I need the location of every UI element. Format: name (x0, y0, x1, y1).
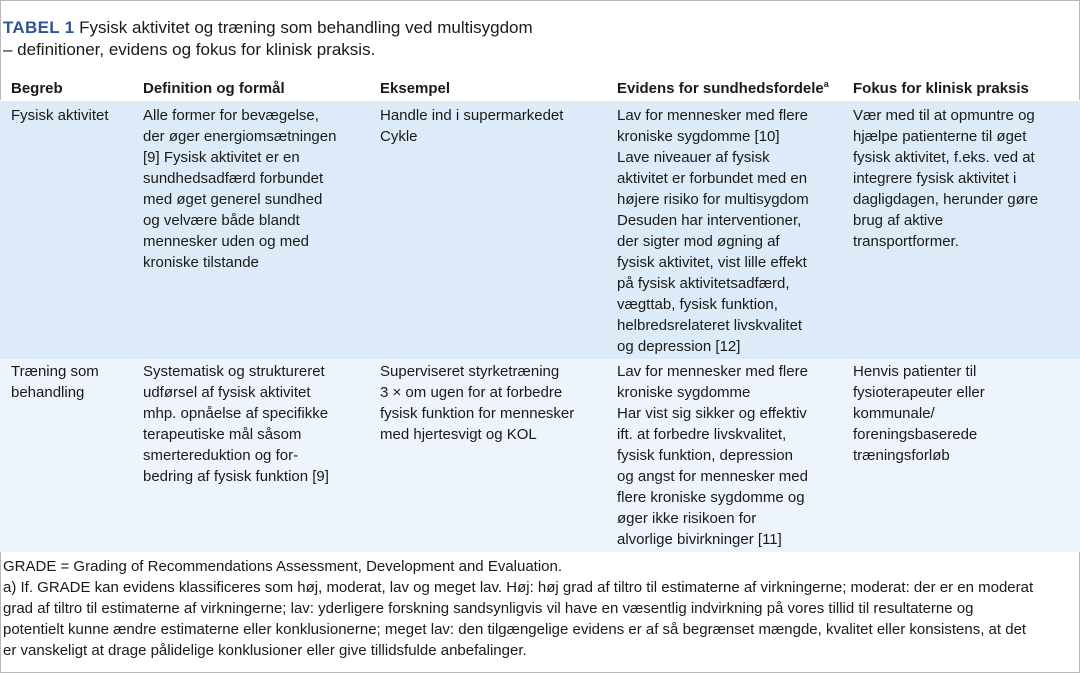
cell-eksempel (380, 101, 617, 360)
text-line: Træning som (11, 363, 99, 380)
text-line: Vær med til at opmuntre og (853, 107, 1035, 124)
header-eksempel: Eksempel (380, 76, 617, 101)
footnotes (3, 556, 1075, 661)
text-line: Lav for mennesker med flere (617, 107, 808, 124)
text-line: bedring af fysisk funktion [9] (143, 468, 329, 485)
text-line: Cykle (380, 128, 418, 145)
text-line: udførsel af fysisk aktivitet (143, 384, 311, 401)
text-line: er vanskeligt at drage pålidelige konklusioner eller give tillidsfulde anbefalinger. (3, 642, 527, 659)
text-line: [9] Fysisk aktivitet er en (143, 149, 300, 166)
text-line: aktivitet er forbundet med en (617, 170, 808, 187)
footnote-grade: GRADE = Grading of Recommendations Assessment, Development and Evaluation. (3, 558, 563, 575)
cell-begreb (0, 101, 143, 360)
text-line: kroniske tilstande (143, 254, 259, 271)
text-line: fysisk aktivitet, vist lille effekt (617, 254, 807, 271)
cell-evidens (617, 359, 853, 552)
cell-fokus (853, 101, 1080, 360)
text-line: 3 × om ugen for at forbedre (380, 384, 563, 401)
text-line: træningsforløb (853, 447, 950, 464)
text-line: på fysisk aktivitetsadfærd, (617, 275, 790, 292)
text-line: hjælpe patienterne til øget (853, 128, 1027, 145)
cell-definition (143, 359, 380, 552)
text-line: grad af tiltro til estimaterne af virkningerne; lav: yderligere forskning sandsynligvis vil have en væsentlig indvirkning på vores tillid til resultaterne og (3, 600, 974, 617)
text-line: behandling (11, 384, 85, 401)
header-evidens (617, 76, 853, 101)
text-line: Alle former for bevægelse, (143, 107, 319, 124)
text-line: Lav for mennesker med flere (617, 363, 808, 380)
text-line: integrere fysisk aktivitet i (853, 170, 1017, 187)
table-row (0, 359, 1080, 552)
text-line: potentielt kunne ændre estimaterne eller konklusionerne; meget lav: den tilgængelige evidens er af så begrænset mængde, kvalitet eller konsistens, at det (3, 621, 1027, 638)
table-label: TABEL 1 (3, 18, 75, 37)
text-line: og depression [12] (617, 338, 741, 355)
text-line: flere kroniske sygdomme og (617, 489, 805, 506)
text-line: Superviseret styrketræning (380, 363, 560, 380)
data-table (0, 76, 1080, 552)
text-line: smertereduktion og for- (143, 447, 299, 464)
table-row (0, 101, 1080, 360)
cell-eksempel (380, 359, 617, 552)
text-line: Har vist sig sikker og effektiv (617, 405, 807, 422)
text-line: med hjertesvigt og KOL (380, 426, 537, 443)
text-line: der sigter mod øgning af (617, 233, 780, 250)
cell-fokus (853, 359, 1080, 552)
text-line: og velvære både blandt (143, 212, 300, 229)
text-line: terapeutiske mål såsom (143, 426, 302, 443)
header-evidens-label: Evidens for sundhedsfordele (617, 79, 824, 97)
text-line: fysisk funktion, depression (617, 447, 793, 464)
text-line: der øger energiomsætningen (143, 128, 337, 145)
footnote-marker: a (823, 78, 829, 89)
caption-line-1: Fysisk aktivitet og træning som behandling ved multisygdom (79, 18, 533, 37)
footnote-a (3, 577, 1075, 661)
header-definition: Definition og formål (143, 76, 380, 101)
header-fokus: Fokus for klinisk praksis (853, 76, 1080, 101)
text-line: Systematisk og struktureret (143, 363, 325, 380)
text-line: dagligdagen, herunder gøre (853, 191, 1039, 208)
text-line: Lave niveauer af fysisk (617, 149, 770, 166)
text-line: brug af aktive (853, 212, 944, 229)
text-line: kroniske sygdomme [10] (617, 128, 780, 145)
text-line: alvorlige bivirkninger [11] (617, 531, 782, 548)
header-begreb: Begreb (0, 76, 143, 101)
caption-line-2: – definitioner, evidens og fokus for klinisk praksis. (3, 40, 376, 59)
cell-begreb (0, 359, 143, 552)
text-line: Fysisk aktivitet (11, 107, 109, 124)
text-line: vægttab, fysisk funktion, (617, 296, 778, 313)
text-line: Desuden har interventioner, (617, 212, 802, 229)
text-line: fysioterapeuter eller (853, 384, 985, 401)
cell-evidens (617, 101, 853, 360)
text-line: højere risiko for multisygdom (617, 191, 809, 208)
table-header-row (0, 76, 1080, 101)
text-line: transportformer. (853, 233, 959, 250)
text-line: helbredsrelateret livskvalitet (617, 317, 803, 334)
table-caption (3, 17, 1063, 61)
text-line: ift. at forbedre livskvalitet, (617, 426, 787, 443)
text-line: med øget generel sundhed (143, 191, 323, 208)
text-line: kommunale/ (853, 405, 935, 422)
cell-definition (143, 101, 380, 360)
text-line: kroniske sygdomme (617, 384, 751, 401)
text-line: og angst for mennesker med (617, 468, 808, 485)
text-line: mennesker uden og med (143, 233, 309, 250)
text-line: sundhedsadfærd forbundet (143, 170, 324, 187)
text-line: Handle ind i supermarkedet (380, 107, 564, 124)
text-line: fysisk funktion for mennesker (380, 405, 575, 422)
text-line: øger ikke risikoen for (617, 510, 757, 527)
text-line: fysisk aktivitet, f.eks. ved at (853, 149, 1035, 166)
text-line: Henvis patienter til (853, 363, 977, 380)
text-line: mhp. opnåelse af specifikke (143, 405, 329, 422)
text-line: a) If. GRADE kan evidens klassificeres som høj, moderat, lav og meget lav. Høj: høj grad af tiltro til estimaterne af virkningerne; moderat: der er en moderat (3, 579, 1034, 596)
text-line: foreningsbaserede (853, 426, 978, 443)
